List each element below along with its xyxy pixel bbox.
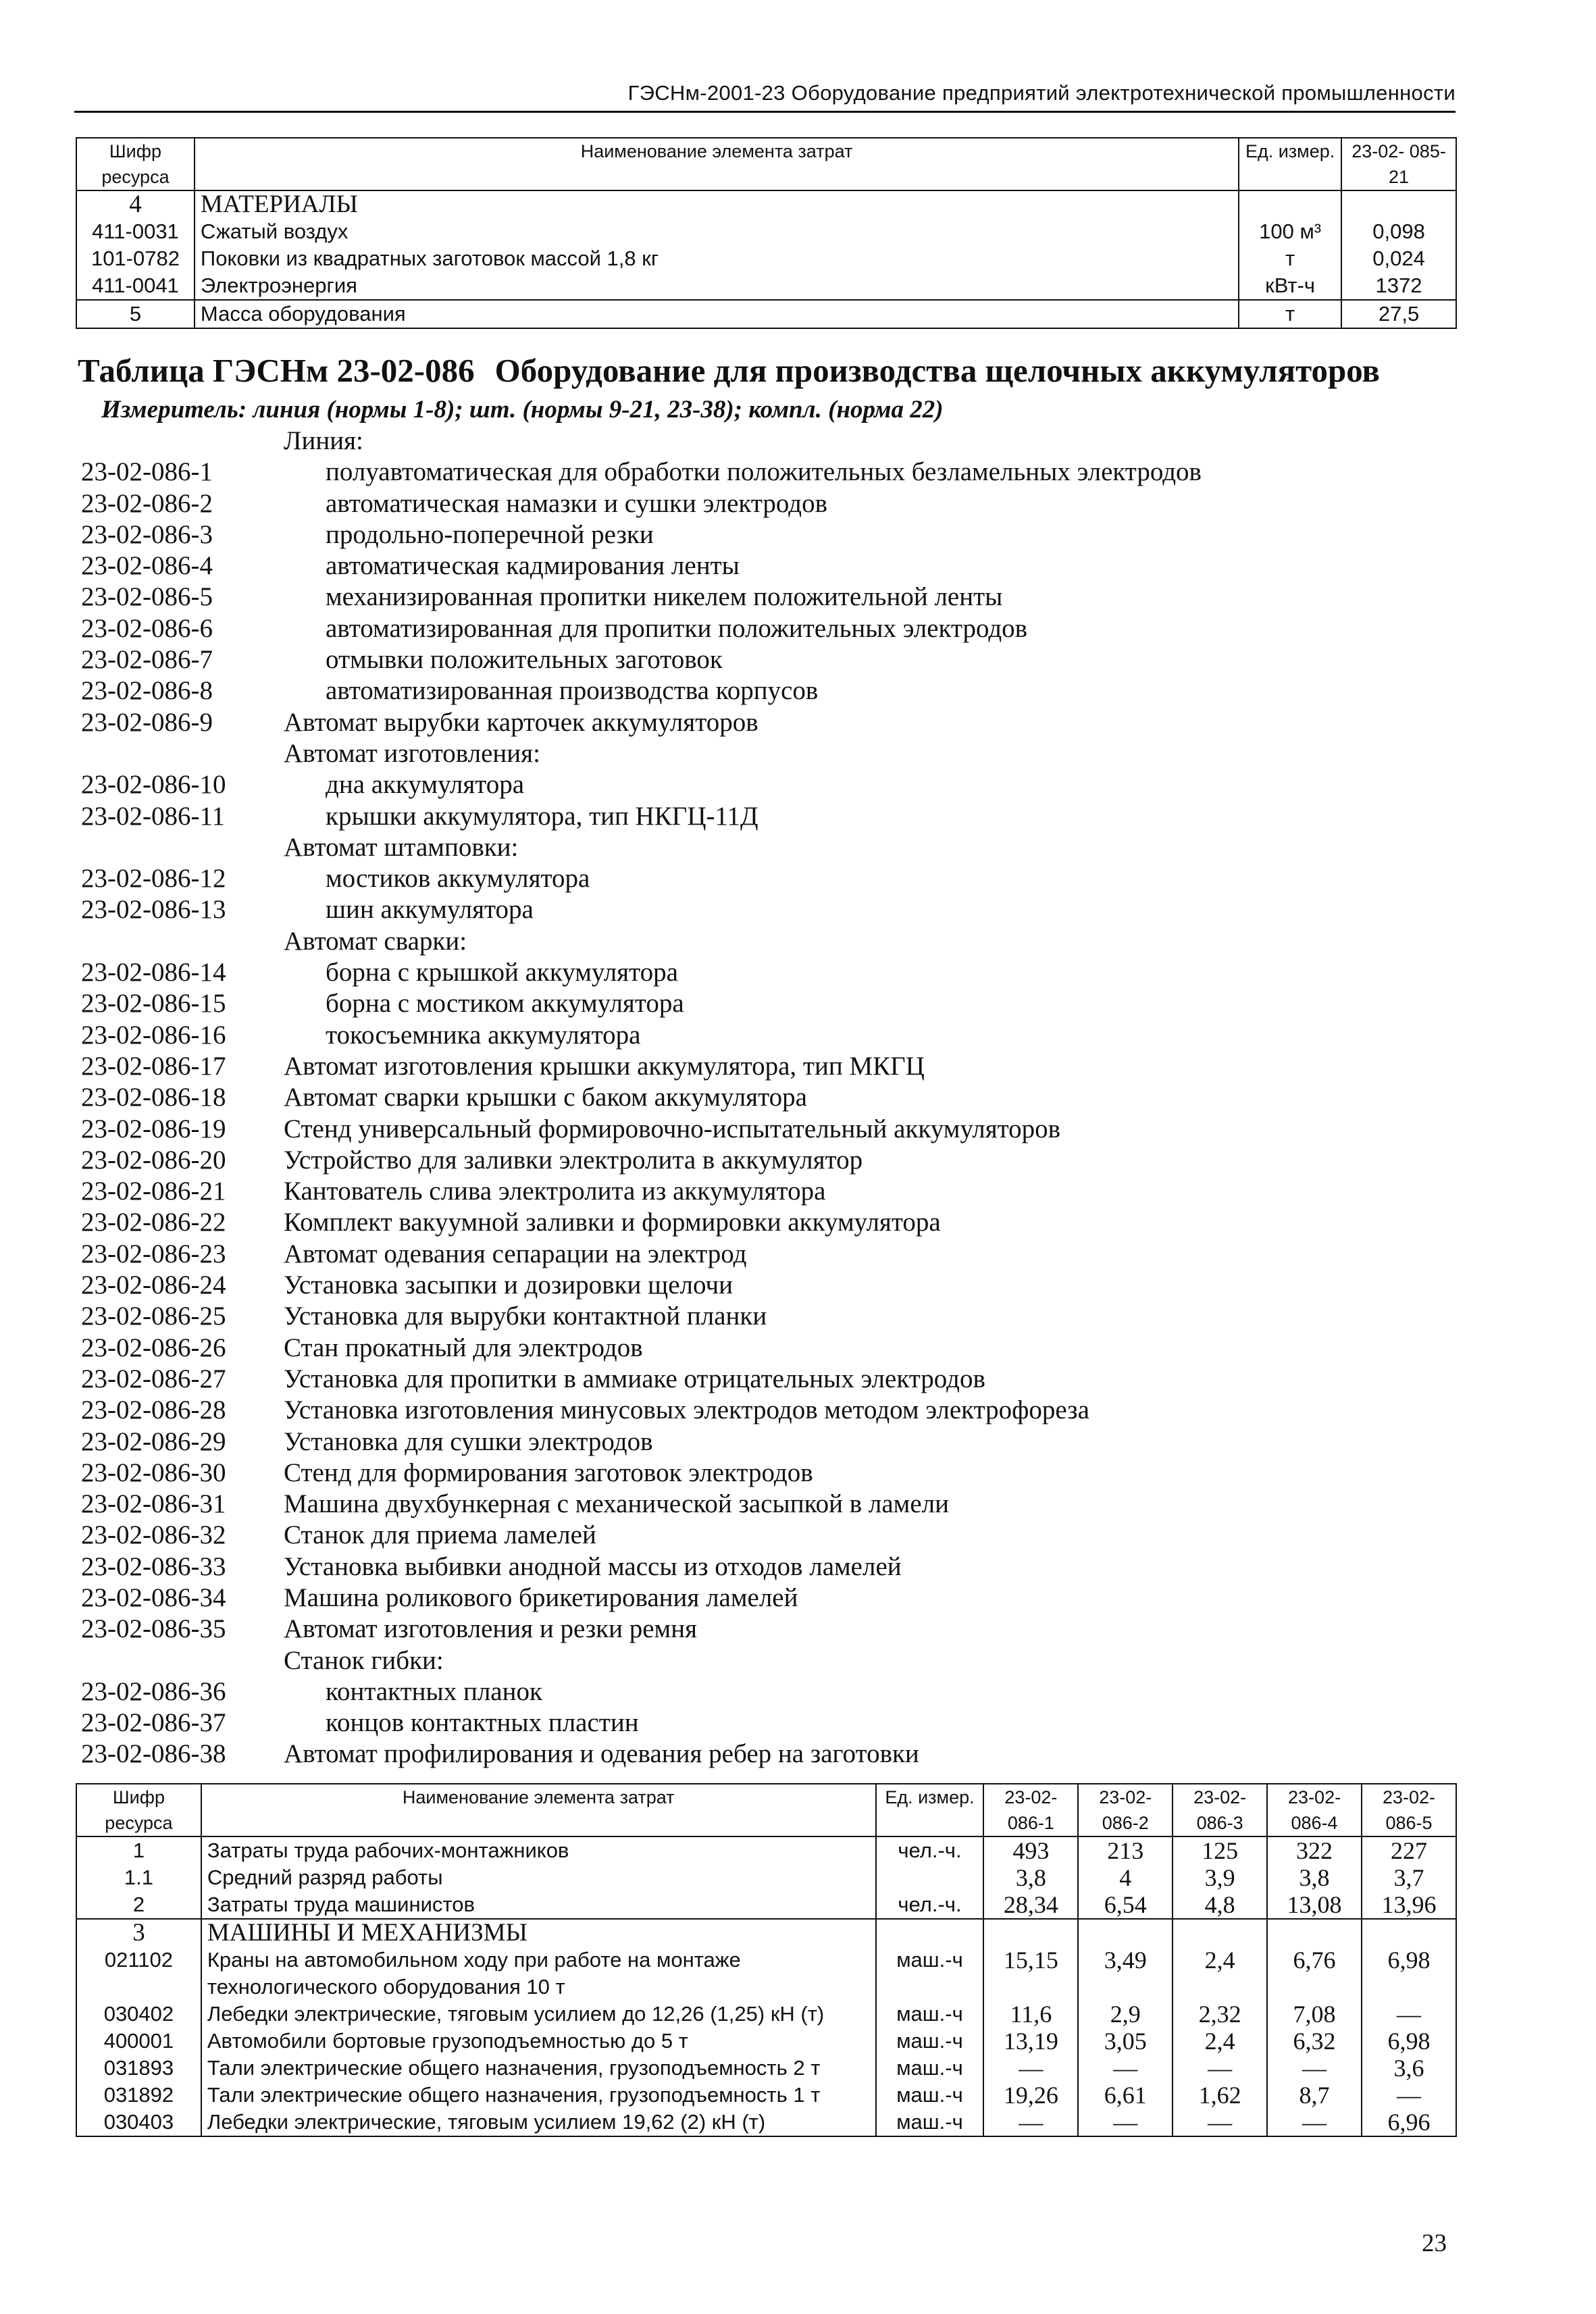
- item-code: 23-02-086-36: [81, 1676, 226, 1706]
- table-row: [76, 1919, 1456, 1947]
- cell-value: 2,4: [1173, 1947, 1267, 2001]
- item-code: 23-02-086-19: [81, 1114, 226, 1143]
- item-code: 23-02-086-34: [81, 1583, 226, 1612]
- cell-value: [1362, 1919, 1456, 1947]
- item-code: 23-02-086-14: [81, 958, 226, 987]
- cell-unit: чел.-ч.: [876, 1891, 984, 1919]
- list-item: [81, 832, 1432, 863]
- cell-value: 13,96: [1362, 1891, 1456, 1919]
- cell-value: 4,8: [1173, 1891, 1267, 1919]
- cell-name: Затраты труда машинистов: [201, 1891, 876, 1919]
- table-row: [76, 272, 1456, 300]
- cell-code: 4: [76, 190, 195, 218]
- item-code: 23-02-086-27: [81, 1364, 226, 1393]
- cell-value: 227: [1362, 1836, 1456, 1864]
- cell-value: 19,26: [983, 2082, 1078, 2109]
- cell-value: 4: [1078, 1864, 1173, 1891]
- cell-value: 2,9: [1078, 2001, 1173, 2028]
- cell-value: 6,76: [1267, 1947, 1362, 2001]
- cell-name: Средний разряд работы: [201, 1864, 876, 1891]
- list-item: [81, 1364, 1432, 1395]
- item-text: Установка засыпки и дозировки щелочи: [284, 1270, 733, 1300]
- item-text: Устройство для заливки электролита в аккумулятор: [284, 1145, 863, 1175]
- cell-name: Краны на автомобильном ходу при работе на монтаже технологического оборудования 10 т: [201, 1947, 876, 2001]
- header-norm: 23-02- 085-21: [1341, 138, 1456, 190]
- item-code: 23-02-086-29: [81, 1426, 226, 1456]
- item-text: токосъемника аккумулятора: [326, 1020, 641, 1050]
- item-text: Автомат изготовления:: [284, 738, 540, 768]
- header-code: Шифр ресурса: [76, 1784, 201, 1836]
- cell-value: 6,98: [1362, 1947, 1456, 2001]
- cell-unit: т: [1239, 245, 1341, 272]
- list-item: [81, 1176, 1432, 1207]
- cell-value: 1372: [1341, 272, 1456, 300]
- item-code: 23-02-086-24: [81, 1270, 226, 1300]
- cell-unit: маш.-ч: [876, 2109, 984, 2136]
- item-code: 23-02-086-7: [81, 645, 213, 675]
- table-row: [76, 1947, 1456, 2001]
- item-text: Стенд универсальный формировочно-испытательный аккумуляторов: [284, 1114, 1061, 1143]
- table-title-label: Таблица ГЭСНм 23-02-086: [78, 352, 475, 389]
- table-row: [76, 1891, 1456, 1919]
- cell-value: 3,8: [1267, 1864, 1362, 1891]
- list-item: [81, 1426, 1432, 1458]
- item-text: Автомат изготовления крышки аккумулятора, тип МКГЦ: [284, 1051, 925, 1081]
- list-item: [81, 1051, 1432, 1082]
- cell-unit: 100 м³: [1239, 218, 1341, 245]
- resources-table-header: [76, 1784, 1456, 1836]
- item-text: Установка выбивки анодной массы из отходов ламелей: [284, 1551, 902, 1581]
- table-row: [76, 190, 1456, 218]
- list-item: [81, 738, 1432, 769]
- item-text: борна с мостиком аккумулятора: [326, 989, 684, 1019]
- cell-value: 7,08: [1267, 2001, 1362, 2028]
- item-text: крышки аккумулятора, тип НКГЦ-11Д: [326, 801, 758, 831]
- header-norm-5: 23-02- 086-5: [1362, 1784, 1456, 1836]
- item-code: 23-02-086-3: [81, 519, 213, 549]
- cell-value: 2,32: [1173, 2001, 1267, 2028]
- cell-code: 1: [76, 1836, 201, 1864]
- list-item: [81, 1520, 1432, 1551]
- item-code: 23-02-086-22: [81, 1208, 226, 1237]
- item-text: Установка для вырубки контактной планки: [284, 1302, 767, 1331]
- item-code: 23-02-086-25: [81, 1302, 226, 1331]
- list-item: [81, 457, 1432, 488]
- cell-value: 3,6: [1362, 2055, 1456, 2082]
- item-text: Машина роликового брикетирования ламелей: [284, 1583, 798, 1612]
- header-unit: Ед. измер.: [876, 1784, 984, 1836]
- cell-code: 411-0041: [76, 272, 195, 300]
- cell-unit: чел.-ч.: [876, 1836, 984, 1864]
- list-item: [81, 1082, 1432, 1113]
- item-text: Автомат штамповки:: [284, 832, 519, 862]
- cell-unit: маш.-ч: [876, 1947, 984, 2001]
- resources-table: [76, 1783, 1457, 2137]
- item-code: 23-02-086-32: [81, 1520, 226, 1550]
- cell-name: Лебедки электрические, тяговым усилием до 12,26 (1,25) кН (т): [201, 2001, 876, 2028]
- cell-unit: маш.-ч: [876, 2055, 984, 2082]
- item-text: Автомат вырубки карточек аккумуляторов: [284, 707, 758, 737]
- cell-code: 031892: [76, 2082, 201, 2109]
- table-row: [76, 245, 1456, 272]
- header-norm-1: 23-02- 086-1: [983, 1784, 1078, 1836]
- norm-list: [81, 426, 1432, 1770]
- cell-code: 021102: [76, 1947, 201, 2001]
- list-item: [81, 1676, 1432, 1707]
- item-code: 23-02-086-31: [81, 1489, 226, 1519]
- item-code: 23-02-086-9: [81, 707, 213, 737]
- item-code: 23-02-086-13: [81, 895, 226, 925]
- list-item: [81, 1489, 1432, 1520]
- list-item: [81, 1020, 1432, 1051]
- table-row: [76, 2028, 1456, 2055]
- item-code: 23-02-086-23: [81, 1239, 226, 1268]
- item-code: 23-02-086-37: [81, 1708, 226, 1738]
- cell-value: 3,49: [1078, 1947, 1173, 2001]
- header-norm-3: 23-02- 086-3: [1173, 1784, 1267, 1836]
- list-item: [81, 1707, 1432, 1739]
- list-item: [81, 1239, 1432, 1270]
- cell-name: Электроэнергия: [195, 272, 1239, 300]
- cell-name: МАТЕРИАЛЫ: [195, 190, 1239, 218]
- list-item: [81, 426, 1432, 457]
- materials-table: [76, 137, 1457, 329]
- item-code: 23-02-086-33: [81, 1551, 226, 1581]
- item-text: Автомат профилирования и одевания ребер на заготовки: [284, 1739, 919, 1769]
- item-code: 23-02-086-1: [81, 457, 213, 487]
- cell-value: [1173, 1919, 1267, 1947]
- cell-name: Тали электрические общего назначения, грузоподъемность 1 т: [201, 2082, 876, 2109]
- item-code: 23-02-086-20: [81, 1145, 226, 1175]
- running-header-text: ГЭСНм-2001-23 Оборудование предприятий электротехнической промышленности: [627, 81, 1456, 105]
- item-code: 23-02-086-17: [81, 1051, 226, 1081]
- list-item: [81, 1301, 1432, 1332]
- item-text: автоматизированная для пропитки положительных электродов: [326, 613, 1028, 643]
- item-code: 23-02-086-2: [81, 488, 213, 518]
- table-row: [76, 2082, 1456, 2109]
- cell-value: 2,4: [1173, 2028, 1267, 2055]
- list-item: [81, 1458, 1432, 1489]
- item-text: Установка для пропитки в аммиаке отрицательных электродов: [284, 1364, 985, 1393]
- table-row: [76, 1836, 1456, 1864]
- item-text: контактных планок: [326, 1676, 542, 1706]
- cell-unit: [876, 1864, 984, 1891]
- cell-code: 1.1: [76, 1864, 201, 1891]
- item-text: автоматическая кадмирования ленты: [326, 551, 740, 581]
- item-code: 23-02-086-4: [81, 551, 213, 581]
- cell-value: [1078, 1919, 1173, 1947]
- item-text: Автомат одевания сепарации на электрод: [284, 1239, 747, 1268]
- header-unit: Ед. измер.: [1239, 138, 1341, 190]
- item-text: Стенд для формирования заготовок электродов: [284, 1458, 813, 1487]
- table-row: [76, 2109, 1456, 2136]
- item-code: 23-02-086-26: [81, 1333, 226, 1362]
- list-item: [81, 894, 1432, 925]
- list-item: [81, 675, 1432, 706]
- cell-value: —: [983, 2109, 1078, 2136]
- item-text: Станок для приема ламелей: [284, 1520, 596, 1550]
- cell-unit: [876, 1919, 984, 1947]
- list-item: [81, 613, 1432, 644]
- item-code: 23-02-086-6: [81, 613, 213, 643]
- cell-value: 493: [983, 1836, 1078, 1864]
- cell-code: 2: [76, 1891, 201, 1919]
- cell-value: 6,96: [1362, 2109, 1456, 2136]
- cell-name: Автомобили бортовые грузоподъемностью до 5 т: [201, 2028, 876, 2055]
- item-text: Автомат сварки крышки с баком аккумулятора: [284, 1083, 807, 1112]
- cell-value: 0,024: [1341, 245, 1456, 272]
- item-code: 23-02-086-8: [81, 676, 213, 706]
- item-text: дна аккумулятора: [326, 770, 525, 800]
- table-row: [76, 300, 1456, 328]
- cell-value: —: [1362, 2082, 1456, 2109]
- item-text: Комплект вакуумной заливки и формировки аккумулятора: [284, 1208, 941, 1237]
- item-text: мостиков аккумулятора: [326, 864, 590, 894]
- cell-unit: маш.-ч: [876, 2001, 984, 2028]
- list-item: [81, 926, 1432, 957]
- cell-value: 3,7: [1362, 1864, 1456, 1891]
- list-item: [81, 644, 1432, 675]
- header-name: Наименование элемента затрат: [201, 1784, 876, 1836]
- item-text: механизированная пропитки никелем положительной ленты: [326, 582, 1003, 612]
- list-item: [81, 1551, 1432, 1583]
- cell-value: 27,5: [1341, 300, 1456, 328]
- cell-code: 031893: [76, 2055, 201, 2082]
- cell-code: 400001: [76, 2028, 201, 2055]
- item-text: Автомат сварки:: [284, 926, 467, 956]
- cell-name: Масса оборудования: [195, 300, 1239, 328]
- item-text: борна с крышкой аккумулятора: [326, 958, 678, 987]
- item-code: 23-02-086-11: [81, 801, 226, 831]
- list-item: [81, 1614, 1432, 1645]
- list-item: [81, 1333, 1432, 1364]
- cell-value: 3,8: [983, 1864, 1078, 1891]
- cell-value: —: [1173, 2109, 1267, 2136]
- cell-value: 3,05: [1078, 2028, 1173, 2055]
- cell-value: 6,61: [1078, 2082, 1173, 2109]
- item-text: Установка изготовления минусовых электродов методом электрофореза: [284, 1395, 1089, 1425]
- list-item: [81, 1145, 1432, 1176]
- list-item: [81, 1739, 1432, 1770]
- table-title-name: Оборудование для производства щелочных аккумуляторов: [494, 352, 1380, 389]
- list-item: [81, 1207, 1432, 1238]
- table-row: [76, 218, 1456, 245]
- item-text: Машина двухбункерная с механической засыпкой в ламели: [284, 1489, 949, 1519]
- cell-value: [1341, 190, 1456, 218]
- item-text: Автомат изготовления и резки ремня: [284, 1614, 698, 1644]
- item-code: 23-02-086-38: [81, 1739, 226, 1769]
- header-norm-4: 23-02- 086-4: [1267, 1784, 1362, 1836]
- cell-value: 1,62: [1173, 2082, 1267, 2109]
- cell-code: 411-0031: [76, 218, 195, 245]
- cell-value: 28,34: [983, 1891, 1078, 1919]
- item-code: 23-02-086-16: [81, 1020, 226, 1050]
- cell-unit: кВт-ч: [1239, 272, 1341, 300]
- item-text: Станок гибки:: [284, 1645, 444, 1675]
- list-item: [81, 582, 1432, 613]
- cell-value: —: [1267, 2109, 1362, 2136]
- cell-value: —: [1362, 2001, 1456, 2028]
- item-text: отмывки положительных заготовок: [326, 645, 723, 675]
- header-norm-2: 23-02- 086-2: [1078, 1784, 1173, 1836]
- cell-name: Лебедки электрические, тяговым усилием 19,62 (2) кН (т): [201, 2109, 876, 2136]
- item-code: 23-02-086-28: [81, 1395, 226, 1425]
- table-row: [76, 2055, 1456, 2082]
- item-code: 23-02-086-18: [81, 1083, 226, 1112]
- item-text: автоматизированная производства корпусов: [326, 676, 819, 706]
- cell-value: 125: [1173, 1836, 1267, 1864]
- item-code: 23-02-086-30: [81, 1458, 226, 1487]
- cell-value: [983, 1919, 1078, 1947]
- item-code: 23-02-086-15: [81, 989, 226, 1019]
- list-item: [81, 1395, 1432, 1426]
- cell-code: 101-0782: [76, 245, 195, 272]
- page-number: 23: [1422, 2230, 1447, 2257]
- item-code: 23-02-086-35: [81, 1614, 226, 1644]
- item-text: Стан прокатный для электродов: [284, 1333, 643, 1362]
- header-name: Наименование элемента затрат: [195, 138, 1239, 190]
- materials-table-header: [76, 138, 1456, 190]
- list-item: [81, 488, 1432, 519]
- item-code: 23-02-086-21: [81, 1177, 226, 1206]
- cell-code: 030402: [76, 2001, 201, 2028]
- list-item: [81, 550, 1432, 582]
- cell-name: Сжатый воздух: [195, 218, 1239, 245]
- list-item: [81, 519, 1432, 550]
- list-item: [81, 769, 1432, 800]
- item-text: автоматическая намазки и сушки электродов: [326, 488, 828, 518]
- cell-value: —: [1078, 2055, 1173, 2082]
- item-text: полуавтоматическая для обработки положительных безламельных электродов: [326, 457, 1202, 487]
- cell-value: 15,15: [983, 1947, 1078, 2001]
- cell-value: 13,19: [983, 2028, 1078, 2055]
- item-text: шин аккумулятора: [326, 895, 534, 925]
- list-item: [81, 1645, 1432, 1676]
- list-item: [81, 863, 1432, 894]
- cell-value: 0,098: [1341, 218, 1456, 245]
- cell-value: 6,54: [1078, 1891, 1173, 1919]
- table-title: [78, 351, 1380, 390]
- cell-value: [1267, 1919, 1362, 1947]
- cell-unit: маш.-ч: [876, 2028, 984, 2055]
- running-header: [74, 76, 1456, 113]
- cell-unit: [1239, 190, 1341, 218]
- cell-value: 322: [1267, 1836, 1362, 1864]
- list-item: [81, 988, 1432, 1019]
- cell-name: Затраты труда рабочих-монтажников: [201, 1836, 876, 1864]
- cell-value: 13,08: [1267, 1891, 1362, 1919]
- cell-value: 6,32: [1267, 2028, 1362, 2055]
- list-item: [81, 957, 1432, 988]
- cell-unit: т: [1239, 300, 1341, 328]
- item-text: Линия:: [284, 426, 363, 455]
- list-item: [81, 1583, 1432, 1614]
- cell-code: 3: [76, 1919, 201, 1947]
- cell-value: —: [1173, 2055, 1267, 2082]
- cell-code: 5: [76, 300, 195, 328]
- cell-value: —: [1078, 2109, 1173, 2136]
- cell-unit: маш.-ч: [876, 2082, 984, 2109]
- cell-name: Поковки из квадратных заготовок массой 1,8 кг: [195, 245, 1239, 272]
- list-item: [81, 1270, 1432, 1301]
- list-item: [81, 1114, 1432, 1145]
- cell-value: 3,9: [1173, 1864, 1267, 1891]
- header-code: Шифр ресурса: [76, 138, 195, 190]
- cell-name: Тали электрические общего назначения, грузоподъемность 2 т: [201, 2055, 876, 2082]
- cell-value: 6,98: [1362, 2028, 1456, 2055]
- cell-value: 11,6: [983, 2001, 1078, 2028]
- item-code: 23-02-086-10: [81, 770, 226, 800]
- item-code: 23-02-086-5: [81, 582, 213, 612]
- item-text: Кантователь слива электролита из аккумулятора: [284, 1177, 826, 1206]
- list-item: [81, 801, 1432, 832]
- item-text: продольно-поперечной резки: [326, 519, 654, 549]
- cell-value: 8,7: [1267, 2082, 1362, 2109]
- item-text: концов контактных пластин: [326, 1708, 639, 1738]
- table-row: [76, 2001, 1456, 2028]
- cell-code: 030403: [76, 2109, 201, 2136]
- cell-name: МАШИНЫ И МЕХАНИЗМЫ: [201, 1919, 876, 1947]
- cell-value: 213: [1078, 1836, 1173, 1864]
- cell-value: —: [983, 2055, 1078, 2082]
- measure-line: Измеритель: линия (нормы 1-8); шт. (нормы 9-21, 23-38); компл. (норма 22): [101, 396, 944, 423]
- cell-value: —: [1267, 2055, 1362, 2082]
- table-row: [76, 1864, 1456, 1891]
- list-item: [81, 707, 1432, 738]
- item-code: 23-02-086-12: [81, 864, 226, 894]
- item-text: Установка для сушки электродов: [284, 1426, 653, 1456]
